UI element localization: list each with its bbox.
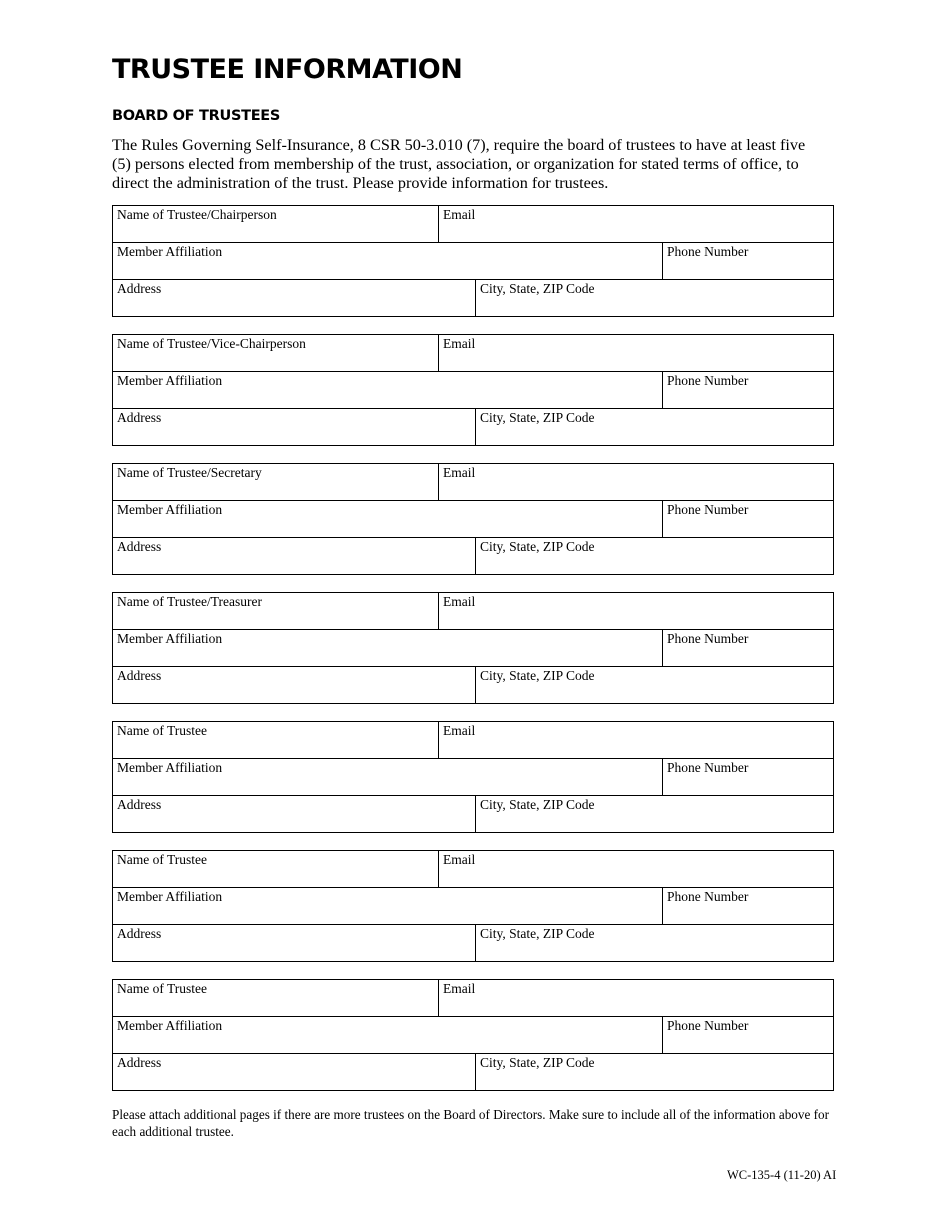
city-state-zip-field[interactable]: City, State, ZIP Code — [480, 668, 595, 683]
column-divider — [438, 593, 439, 630]
trustee-name-field[interactable]: Name of Trustee/Secretary — [117, 465, 262, 480]
phone-number-field[interactable]: Phone Number — [667, 760, 749, 775]
page-title: TRUSTEE INFORMATION — [112, 54, 463, 85]
city-state-zip-field[interactable]: City, State, ZIP Code — [480, 281, 595, 296]
trustee-block — [112, 334, 834, 446]
trustee-name-field[interactable]: Name of Trustee/Treasurer — [117, 594, 262, 609]
member-affiliation-field[interactable]: Member Affiliation — [117, 502, 223, 517]
phone-number-field[interactable]: Phone Number — [667, 373, 749, 388]
column-divider — [662, 243, 663, 280]
column-divider — [438, 206, 439, 243]
trustee-name-field[interactable]: Name of Trustee — [117, 981, 207, 996]
email-field[interactable]: Email — [443, 852, 476, 867]
column-divider — [662, 888, 663, 925]
form-number: WC-135-4 (11-20) AI — [727, 1168, 837, 1182]
trustee-name-field[interactable]: Name of Trustee/Chairperson — [117, 207, 277, 222]
member-affiliation-field[interactable]: Member Affiliation — [117, 631, 223, 646]
row-divider — [113, 1016, 833, 1017]
row-divider — [113, 887, 833, 888]
phone-number-field[interactable]: Phone Number — [667, 244, 749, 259]
trustee-name-field[interactable]: Name of Trustee — [117, 723, 207, 738]
city-state-zip-field[interactable]: City, State, ZIP Code — [480, 539, 595, 554]
column-divider — [475, 667, 476, 704]
column-divider — [475, 796, 476, 833]
column-divider — [438, 464, 439, 501]
address-field[interactable]: Address — [117, 410, 162, 425]
phone-number-field[interactable]: Phone Number — [667, 1018, 749, 1033]
column-divider — [662, 1017, 663, 1054]
email-field[interactable]: Email — [443, 336, 476, 351]
row-divider — [113, 537, 833, 538]
city-state-zip-field[interactable]: City, State, ZIP Code — [480, 1055, 595, 1070]
member-affiliation-field[interactable]: Member Affiliation — [117, 1018, 223, 1033]
trustee-block — [112, 592, 834, 704]
row-divider — [113, 371, 833, 372]
address-field[interactable]: Address — [117, 539, 162, 554]
email-field[interactable]: Email — [443, 723, 476, 738]
phone-number-field[interactable]: Phone Number — [667, 502, 749, 517]
email-field[interactable]: Email — [443, 594, 476, 609]
address-field[interactable]: Address — [117, 1055, 162, 1070]
column-divider — [475, 925, 476, 962]
column-divider — [438, 722, 439, 759]
trustee-block — [112, 721, 834, 833]
address-field[interactable]: Address — [117, 926, 162, 941]
column-divider — [662, 630, 663, 667]
column-divider — [475, 538, 476, 575]
column-divider — [662, 501, 663, 538]
email-field[interactable]: Email — [443, 465, 476, 480]
email-field[interactable]: Email — [443, 981, 476, 996]
column-divider — [475, 280, 476, 317]
column-divider — [662, 759, 663, 796]
row-divider — [113, 629, 833, 630]
phone-number-field[interactable]: Phone Number — [667, 631, 749, 646]
intro-paragraph: The Rules Governing Self-Insurance, 8 CSR 50-3.010 (7), require the board of trustees to have at least five (5) persons elected from membership of the trust, association, or organization for stated terms of office, to direct the administration of the trust. Please provide information for trustees. — [112, 136, 806, 192]
column-divider — [475, 1054, 476, 1091]
footer-note: Please attach additional pages if there are more trustees on the Board of Directors. Make sure to include all of the information above for each additional trustee. — [112, 1107, 829, 1139]
address-field[interactable]: Address — [117, 797, 162, 812]
row-divider — [113, 924, 833, 925]
row-divider — [113, 279, 833, 280]
column-divider — [438, 980, 439, 1017]
member-affiliation-field[interactable]: Member Affiliation — [117, 244, 223, 259]
column-divider — [438, 851, 439, 888]
section-heading: BOARD OF TRUSTEES — [112, 108, 281, 124]
trustee-block — [112, 205, 834, 317]
city-state-zip-field[interactable]: City, State, ZIP Code — [480, 410, 595, 425]
trustee-block — [112, 463, 834, 575]
column-divider — [475, 409, 476, 446]
city-state-zip-field[interactable]: City, State, ZIP Code — [480, 797, 595, 812]
trustee-block — [112, 850, 834, 962]
trustee-name-field[interactable]: Name of Trustee — [117, 852, 207, 867]
row-divider — [113, 500, 833, 501]
row-divider — [113, 666, 833, 667]
row-divider — [113, 795, 833, 796]
member-affiliation-field[interactable]: Member Affiliation — [117, 373, 223, 388]
trustee-name-field[interactable]: Name of Trustee/Vice-Chairperson — [117, 336, 306, 351]
trustee-block — [112, 979, 834, 1091]
row-divider — [113, 242, 833, 243]
member-affiliation-field[interactable]: Member Affiliation — [117, 889, 223, 904]
column-divider — [438, 335, 439, 372]
address-field[interactable]: Address — [117, 668, 162, 683]
city-state-zip-field[interactable]: City, State, ZIP Code — [480, 926, 595, 941]
email-field[interactable]: Email — [443, 207, 476, 222]
row-divider — [113, 758, 833, 759]
row-divider — [113, 1053, 833, 1054]
address-field[interactable]: Address — [117, 281, 162, 296]
member-affiliation-field[interactable]: Member Affiliation — [117, 760, 223, 775]
column-divider — [662, 372, 663, 409]
row-divider — [113, 408, 833, 409]
phone-number-field[interactable]: Phone Number — [667, 889, 749, 904]
